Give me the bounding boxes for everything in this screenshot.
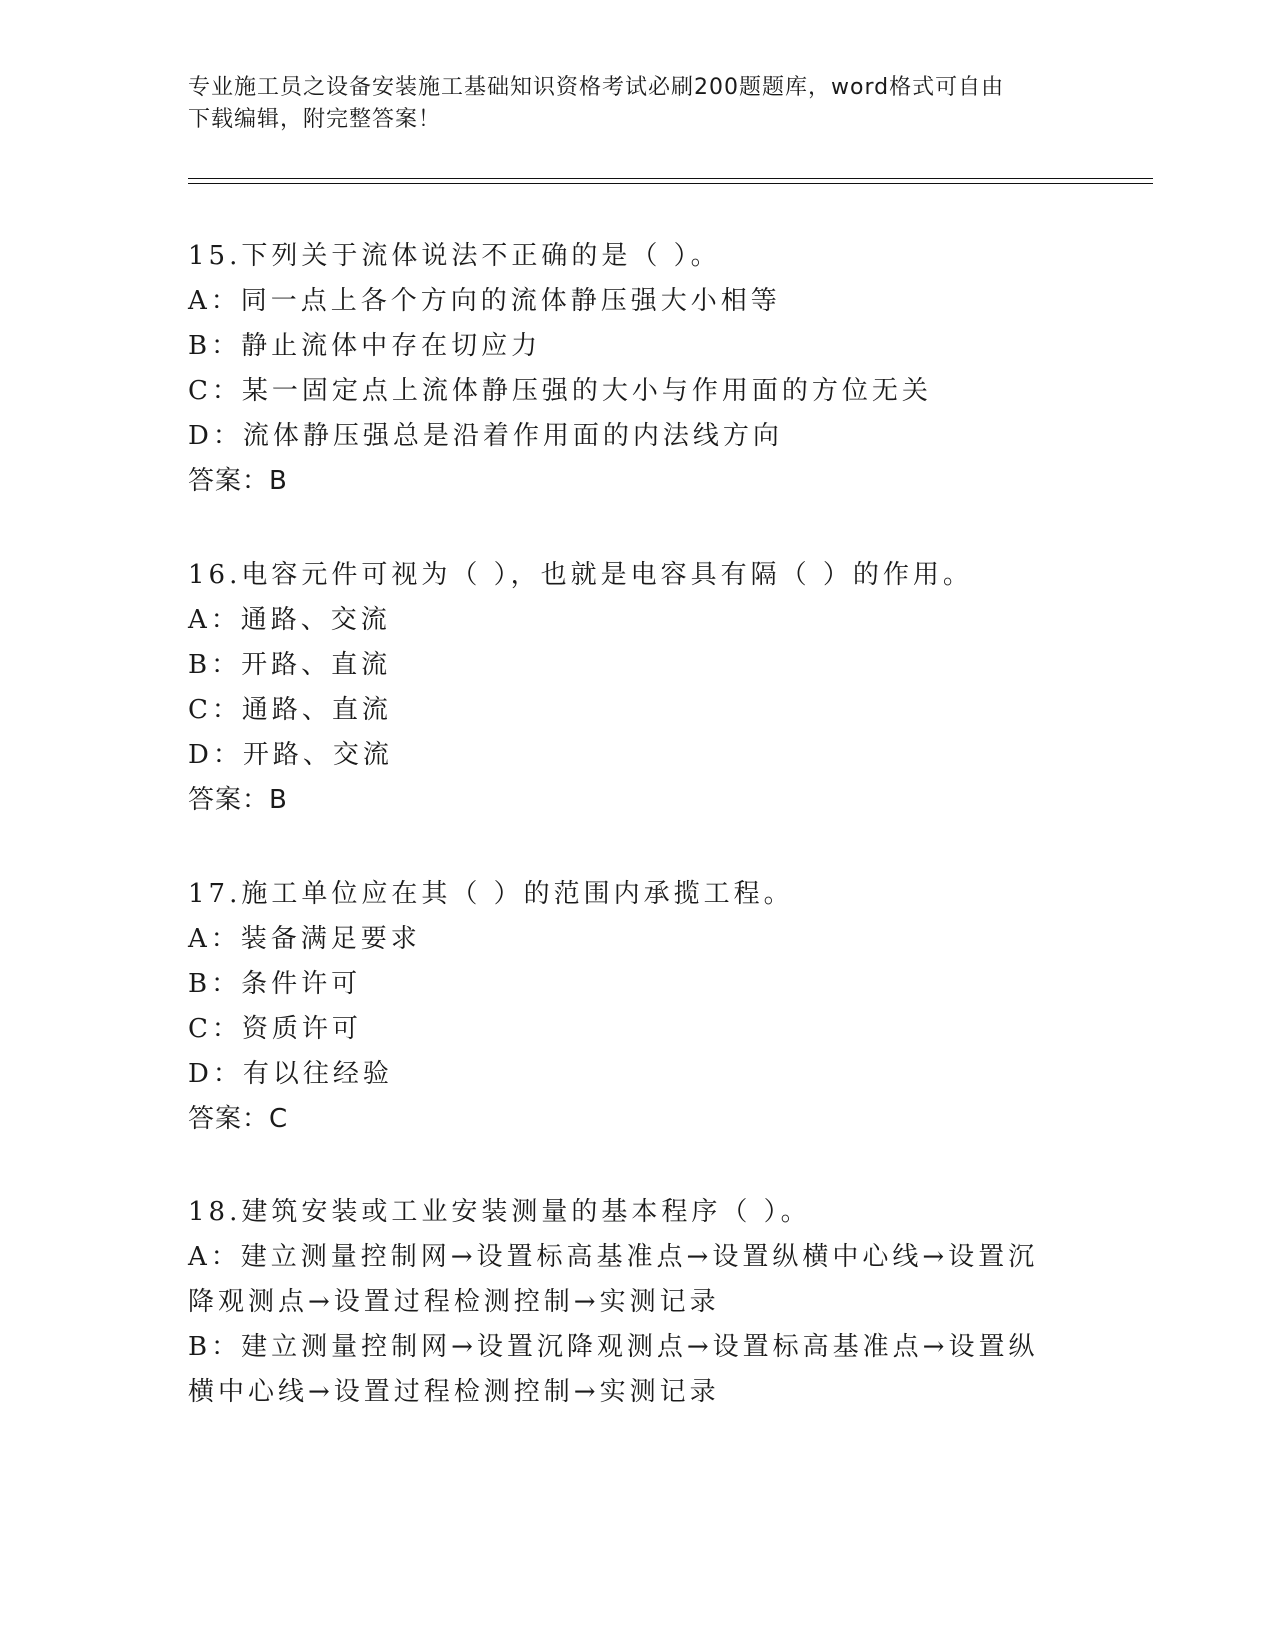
- option-a: A：通路、交流: [188, 605, 391, 635]
- answer: 答案：B: [188, 466, 288, 496]
- header-line-1: 专业施工员之设备安装施工基础知识资格考试必刷200题题库，word格式可自由: [188, 75, 1005, 100]
- option-b: B：建立测量控制网→设置沉降观测点→设置标高基准点→设置纵横中心线→设置过程检测控制→实测记录: [188, 1332, 1039, 1407]
- document-header: [188, 72, 1068, 136]
- question-stem: 17.施工单位应在其（ ）的范围内承揽工程。: [188, 879, 794, 909]
- header-divider-top: [188, 178, 1153, 179]
- option-d: D：流体静压强总是沿着作用面的内法线方向: [188, 421, 783, 451]
- question-18: [188, 1190, 1088, 1415]
- option-c: C：资质许可: [188, 1014, 362, 1044]
- answer: 答案：C: [188, 1104, 289, 1134]
- question-stem: 15.下列关于流体说法不正确的是（ ）。: [188, 241, 721, 271]
- header-divider-bottom: [188, 183, 1153, 184]
- question-16: [188, 553, 1088, 823]
- option-d: D：有以往经验: [188, 1059, 393, 1089]
- option-c: C：通路、直流: [188, 695, 392, 725]
- option-b: B：条件许可: [188, 969, 362, 999]
- question-15: [188, 234, 1088, 504]
- option-a: A：建立测量控制网→设置标高基准点→设置纵横中心线→设置沉降观测点→设置过程检测控制→实测记录: [188, 1242, 1039, 1317]
- answer: 答案：B: [188, 785, 288, 815]
- option-d: D：开路、交流: [188, 740, 393, 770]
- option-c: C：某一固定点上流体静压强的大小与作用面的方位无关: [188, 376, 932, 406]
- header-line-2: 下载编辑，附完整答案！: [188, 107, 442, 132]
- option-a: A：装备满足要求: [188, 924, 421, 954]
- question-stem: 18.建筑安装或工业安装测量的基本程序（ ）。: [188, 1197, 811, 1227]
- question-stem: 16.电容元件可视为（ ），也就是电容具有隔（ ）的作用。: [188, 560, 973, 590]
- option-b: B：开路、直流: [188, 650, 392, 680]
- question-17: [188, 872, 1088, 1142]
- option-b: B：静止流体中存在切应力: [188, 331, 542, 361]
- option-a: A：同一点上各个方向的流体静压强大小相等: [188, 286, 781, 316]
